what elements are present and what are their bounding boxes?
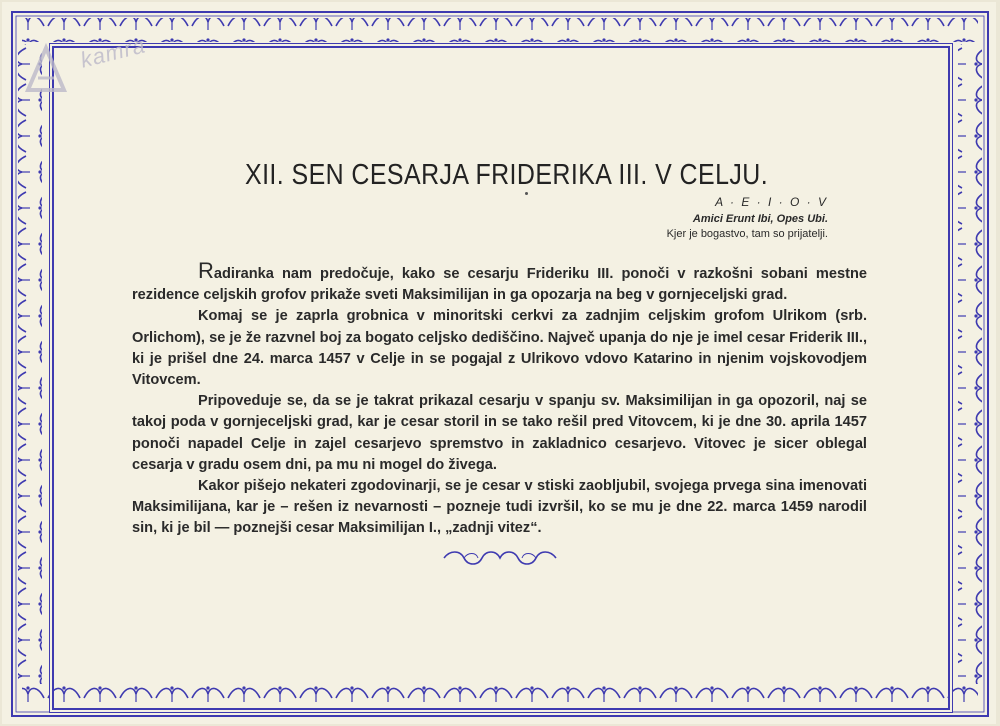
motto-acronym: A · E · I · O · V [715,195,828,209]
flourish-ornament [440,548,560,568]
paragraph-1 [132,260,867,306]
watermark [20,30,160,110]
drop-cap: R [198,258,214,283]
kamra-logo-icon [20,30,76,100]
watermark-text: kamra [77,32,149,73]
body-text [132,260,867,540]
document-page [2,2,996,724]
paragraph-2: Komaj se je zaprla grobnica v minoritski cerkvi za zadnjim celjskim grofom Ulrikom (srb. Orlichom), se je že razvnel boj za bogato celjsko dediščino. Največ upanja do nje je imel cesar Friderik III., ki je prišel dne 24. marca 1457 v Celje in se pogajal z Ulrikovo vdovo Katarino in njenim vojskovodjem Vitovcem. [132,308,867,389]
decorative-dot [525,192,528,195]
motto-translation: Kjer je bogastvo, tam so prijatelji. [666,228,828,240]
paragraph-3: Pripoveduje se, da se je takrat prikazal cesarju v spanju sv. Maksimilijan in ga opozoril, naj se takoj poda v gornjeceljski grad, kar je cesar storil in se tako rešil pred Vitovcem, ki je dne 30. aprila 1457 ponoči napadel Celje in zajel cesarjevo spremstvo in zakladnico cesarjevo. Vitovec je sicer oblegal cesarja v gradu osem dni, pa mu ni mogel do živega. [132,393,867,473]
motto-latin: Amici Erunt Ibi, Opes Ubi. [692,213,828,225]
paragraph-4: Kakor pišejo nekateri zgodovinarji, se je cesar v stiski zaobljubil, svojega prvega sina imenovati Maksimilijana, kar je – rešen iz nevarnosti – pozneje tudi izvršil, ko se mu je dne 22. marca 1459 narodil sin, ki je bil — poznejši cesar Maksimilijan I., „zadnji vitez“. [132,478,867,537]
paragraph-1-text: adiranka nam predočuje, kako se cesarju Frideriku III. ponoči v razkošni sobani mestne rezidence celjskih grofov prikaže sveti Maksimilijan in ga opozarja na beg v gornjeceljski grad. [132,266,867,304]
motto [667,195,828,240]
page-title: XII. SEN CESARJA FRIDERIKA III. V CELJU. [245,159,769,191]
